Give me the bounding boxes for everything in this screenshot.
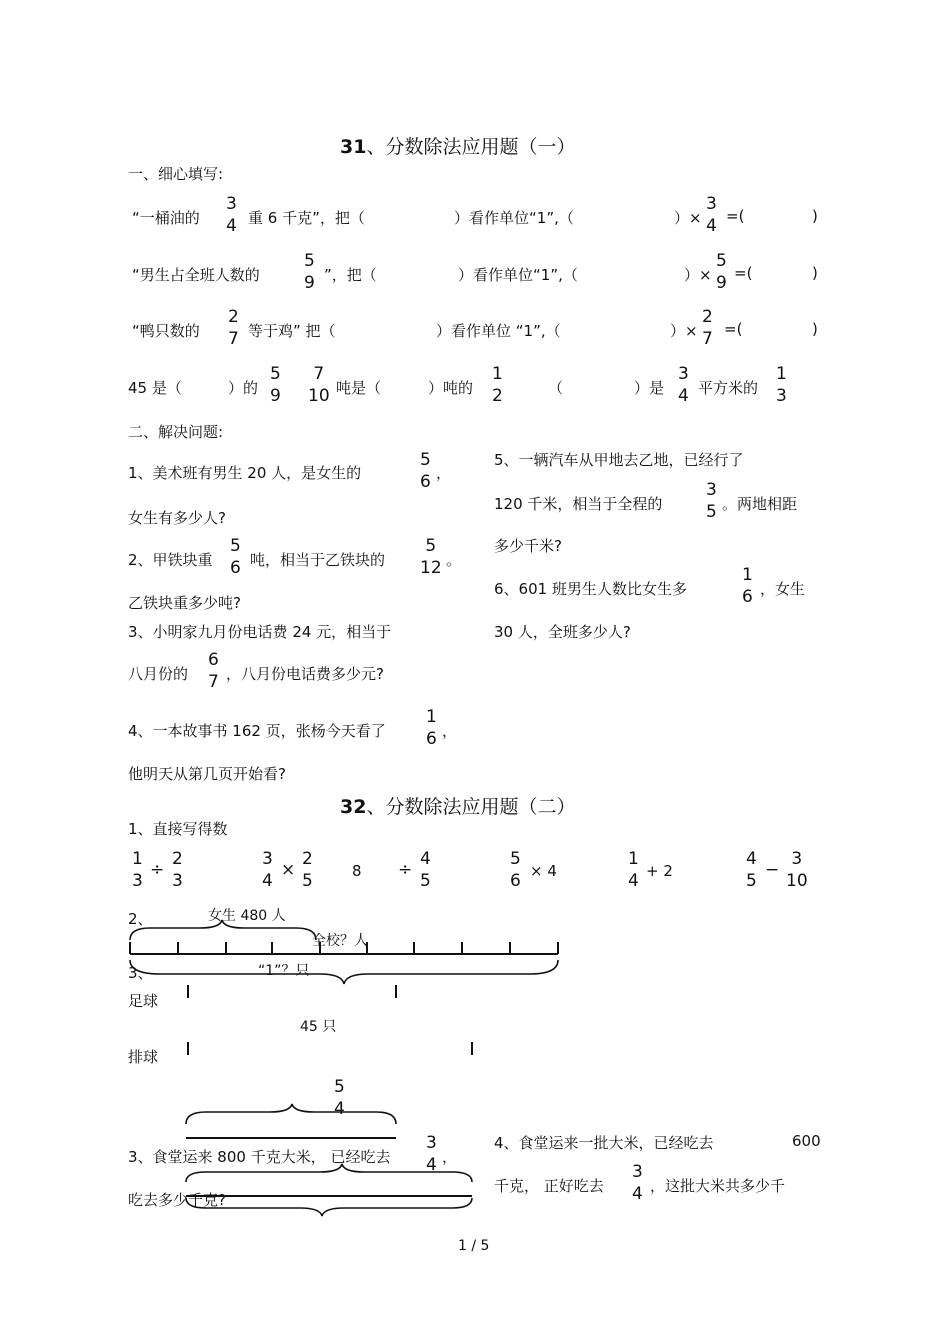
q2-line-a: 2、甲铁块重 (128, 551, 213, 569)
fill-line-1-e: =( (726, 207, 745, 225)
section-31-title: 31、分数除法应用题（一） (340, 136, 576, 158)
q2-label: 2、 (128, 910, 153, 928)
multiply-op: × (281, 860, 296, 880)
q1-comma: ， (436, 464, 452, 482)
fill-line-2-a: “男生占全班人数的 (132, 266, 260, 284)
fill-line-4-e: （ (548, 379, 564, 397)
q5-line-d: 多少千米? (494, 537, 562, 555)
fraction: 3 4 (632, 1162, 643, 1204)
fraction: 7 10 (308, 364, 330, 406)
bar-ticks (130, 942, 558, 954)
fill-line-2-f: ) (812, 264, 818, 282)
lower-brace (186, 1198, 472, 1216)
fraction: 2 3 (172, 849, 183, 891)
fraction: 3 5 (706, 480, 717, 522)
fill-line-1-b: 重 6 千克”，把（ (248, 209, 365, 227)
fraction: 3 4 (678, 364, 689, 406)
fill-line-3-a: “鸭只数的 (132, 322, 200, 340)
fill-line-3-e: =( (724, 320, 743, 338)
q4-line-a: 4、一本故事书 162 页，张杨今天看了 (128, 722, 386, 740)
q5-line-b: 120 千米，相当于全程的 (494, 495, 663, 513)
q3-line-c: ，八月份电话费多少元? (226, 665, 384, 683)
q4-32-line-a: 4、食堂运来一批大米，已经吃去 (494, 1134, 714, 1152)
q4-32-line-c: ，这批大米共多少千 (650, 1177, 786, 1195)
fraction: 6 7 (208, 650, 219, 692)
girls-brace (130, 920, 316, 940)
fill-line-2-b: ”，把（ (324, 266, 377, 284)
q2-line-c: 乙铁块重多少吨? (128, 594, 241, 612)
fraction: 5 6 (510, 849, 521, 891)
q4-comma: ， (442, 722, 458, 740)
fill-line-2-e: =( (734, 264, 753, 282)
upper-brace (186, 1104, 396, 1124)
q3-line-b: 八月份的 (128, 665, 189, 683)
fraction: 5 9 (716, 251, 727, 293)
fraction: 2 7 (702, 307, 713, 349)
section-32-title: 32、分数除法应用题（二） (340, 796, 576, 818)
divide-op: ÷ (398, 860, 413, 880)
q2-line-b: 吨，相当于乙铁块的 (250, 551, 386, 569)
plus-two: + 2 (646, 862, 673, 880)
part2-heading: 二、解决问题: (128, 423, 224, 441)
q3b-line-a: 3、食堂运来 800 千克大米， 已经吃去 (128, 1148, 391, 1166)
q1-line-b: 女生有多少人? (128, 509, 226, 527)
volleyball-marks (188, 1042, 472, 1055)
football-label: 足球 (128, 992, 159, 1010)
fraction: 3 4 (426, 1133, 437, 1175)
number-eight: 8 (352, 862, 362, 880)
unit-one-label: “1”？只 (258, 963, 310, 979)
fraction: 5 4 (334, 1077, 345, 1119)
football-marks (188, 985, 396, 998)
fraction: 1 6 (426, 707, 437, 749)
difference-label: 45 只 (300, 1019, 337, 1035)
q3-label: 3、 (128, 964, 153, 982)
fraction: 3 4 (226, 194, 237, 236)
minus-op: − (765, 860, 780, 880)
fill-line-4-g: 平方米的 (698, 379, 759, 397)
page-number: 1 / 5 (458, 1238, 490, 1254)
fill-line-1-a: “一桶油的 (132, 209, 200, 227)
fill-line-1-f: ) (812, 207, 818, 225)
fill-line-4-f: ）是 (634, 379, 665, 397)
fill-line-1-d: ）× (674, 209, 702, 227)
fill-line-1-c: ）看作单位“1”,（ (454, 209, 574, 227)
fraction: 1 4 (628, 849, 639, 891)
q4-line-b: 他明天从第几页开始看? (128, 765, 286, 783)
q2-period: 。 (446, 551, 462, 569)
q4-32-line-b: 千克， 正好吃去 (494, 1177, 604, 1195)
divide-op: ÷ (150, 860, 165, 880)
fraction: 1 6 (742, 565, 753, 607)
fill-line-3-b: 等于鸡” 把（ (248, 322, 336, 340)
q4-32-number: 600 (792, 1132, 821, 1150)
fill-line-3-d: ）× (670, 322, 698, 340)
fraction: 3 10 (786, 849, 808, 891)
q5-line-a: 5、一辆汽车从甲地去乙地，已经行了 (494, 451, 744, 469)
fill-line-2-d: ）× (684, 266, 712, 284)
fraction: 1 2 (492, 364, 503, 406)
whole-brace (130, 960, 558, 984)
q1-line-a: 1、美术班有男生 20 人，是女生的 (128, 464, 362, 482)
fraction: 5 9 (270, 364, 281, 406)
fraction: 1 3 (776, 364, 787, 406)
fraction: 5 12 (420, 536, 442, 578)
fraction: 4 5 (420, 849, 431, 891)
q3-line-a: 3、小明家九月份电话费 24 元，相当于 (128, 623, 392, 641)
whole-school-label: 全校？人 (312, 933, 368, 949)
q6-line-a: 6、601 班男生人数比女生多 (494, 580, 687, 598)
q5-line-c: 。两地相距 (722, 495, 798, 513)
fraction: 4 5 (746, 849, 757, 891)
fraction: 5 6 (230, 536, 241, 578)
fraction: 3 4 (706, 194, 717, 236)
fraction: 5 6 (420, 450, 431, 492)
q3b-line-b: 吃去多少千克? (128, 1191, 226, 1209)
fraction: 5 9 (304, 251, 315, 293)
fraction: 2 5 (302, 849, 313, 891)
fraction: 2 7 (228, 307, 239, 349)
q1-heading-32: 1、直接写得数 (128, 820, 228, 838)
girls-label: 女生 480 人 (208, 908, 286, 924)
multiply-four: × 4 (530, 862, 557, 880)
fraction: 1 3 (132, 849, 143, 891)
fill-line-4-a: 45 是（ (128, 379, 182, 397)
fill-line-4-b: ）的 (228, 379, 259, 397)
fill-line-4-d: ）吨的 (428, 379, 474, 397)
fill-line-3-c: ）看作单位 “1”,（ (436, 322, 561, 340)
fill-line-3-f: ) (812, 320, 818, 338)
q6-line-b: ，女生 (760, 580, 806, 598)
middle-brace (186, 1164, 472, 1182)
volleyball-label: 排球 (128, 1048, 159, 1066)
part1-heading: 一、细心填写: (128, 165, 224, 183)
fill-line-4-c: 吨是（ (336, 379, 382, 397)
fill-line-2-c: ）看作单位“1”,（ (458, 266, 578, 284)
q3b-comma: ， (442, 1148, 458, 1166)
fraction: 3 4 (262, 849, 273, 891)
q6-line-c: 30 人，全班多少人? (494, 623, 631, 641)
